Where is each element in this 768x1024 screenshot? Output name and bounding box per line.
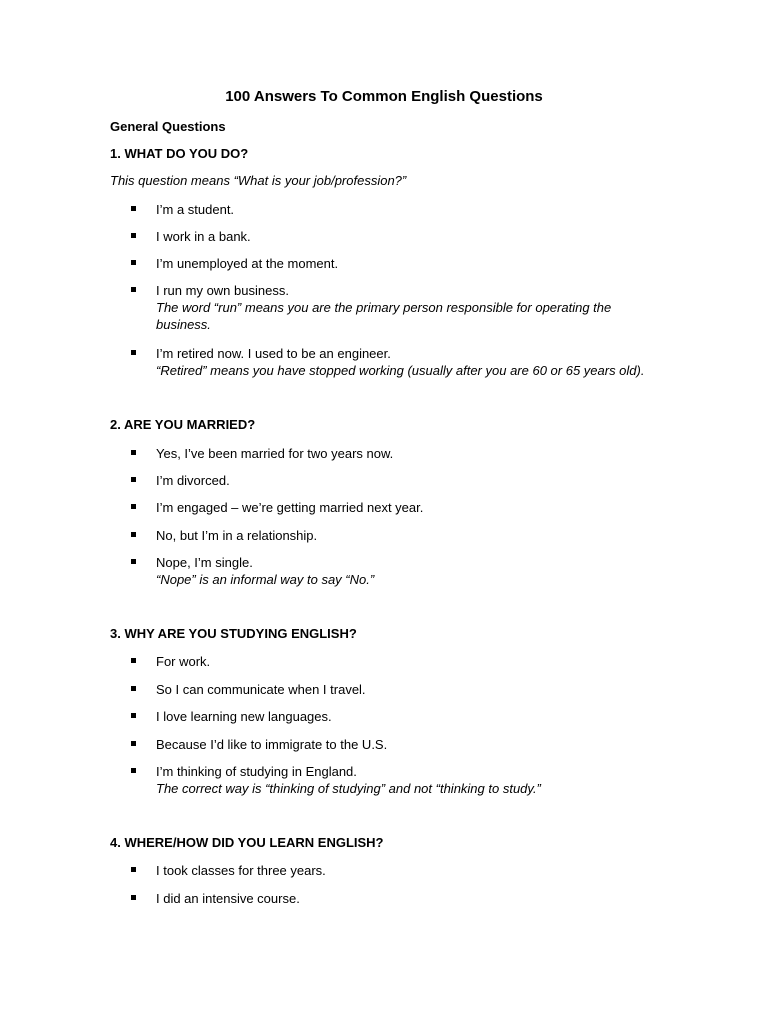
answer-text: Because I’d like to immigrate to the U.S.: [156, 737, 388, 752]
question-heading: 1. WHAT DO YOU DO?: [110, 146, 249, 161]
bullet-icon: [131, 713, 136, 718]
answer-text: No, but I’m in a relationship.: [156, 528, 318, 543]
bullet-icon: [131, 867, 136, 872]
answer-text: I run my own business.: [156, 283, 289, 298]
bullet-icon: [131, 658, 136, 663]
answer-text: I took classes for three years.: [156, 863, 326, 878]
bullet-icon: [131, 450, 136, 455]
bullet-icon: [131, 206, 136, 211]
bullet-icon: [131, 504, 136, 509]
answer-explanation: “Nope” is an informal way to say “No.”: [156, 572, 375, 587]
answer-text: I’m unemployed at the moment.: [156, 256, 339, 271]
bullet-icon: [131, 741, 136, 746]
bullet-icon: [131, 895, 136, 900]
answer-text: So I can communicate when I travel.: [156, 682, 366, 697]
answer-text: I’m thinking of studying in England.: [156, 764, 357, 779]
answer-text: Yes, I’ve been married for two years now.: [156, 446, 394, 461]
question-heading: 2. ARE YOU MARRIED?: [110, 417, 256, 432]
answer-text: I love learning new languages.: [156, 709, 332, 724]
answer-text: I work in a bank.: [156, 229, 251, 244]
section-heading: General Questions: [110, 119, 226, 134]
bullet-icon: [131, 532, 136, 537]
answer-text: I’m engaged – we’re getting married next year.: [156, 500, 424, 515]
bullet-icon: [131, 686, 136, 691]
answer-text: I did an intensive course.: [156, 891, 300, 906]
bullet-icon: [131, 260, 136, 265]
bullet-icon: [131, 559, 136, 564]
answer-explanation: “Retired” means you have stopped working (usually after you are 60 or 65 years old).: [156, 363, 645, 378]
answer-text: Nope, I’m single.: [156, 555, 253, 570]
answer-text: I’m a student.: [156, 202, 235, 217]
answer-explanation: The word “run” means you are the primary person responsible for operating the business.: [156, 300, 612, 332]
bullet-icon: [131, 477, 136, 482]
question-heading: 4. WHERE/HOW DID YOU LEARN ENGLISH?: [110, 835, 384, 850]
answer-explanation: The correct way is “thinking of studying” and not “thinking to study.”: [156, 781, 541, 796]
document-title: 100 Answers To Common English Questions: [225, 88, 543, 105]
answer-text: For work.: [156, 654, 211, 669]
question-heading: 3. WHY ARE YOU STUDYING ENGLISH?: [110, 626, 357, 641]
bullet-icon: [131, 350, 136, 355]
answer-text: I’m divorced.: [156, 473, 230, 488]
answer-text: I’m retired now. I used to be an engineer.: [156, 346, 391, 361]
question-note: This question means “What is your job/profession?”: [110, 173, 407, 188]
bullet-icon: [131, 768, 136, 773]
bullet-icon: [131, 233, 136, 238]
bullet-icon: [131, 287, 136, 292]
